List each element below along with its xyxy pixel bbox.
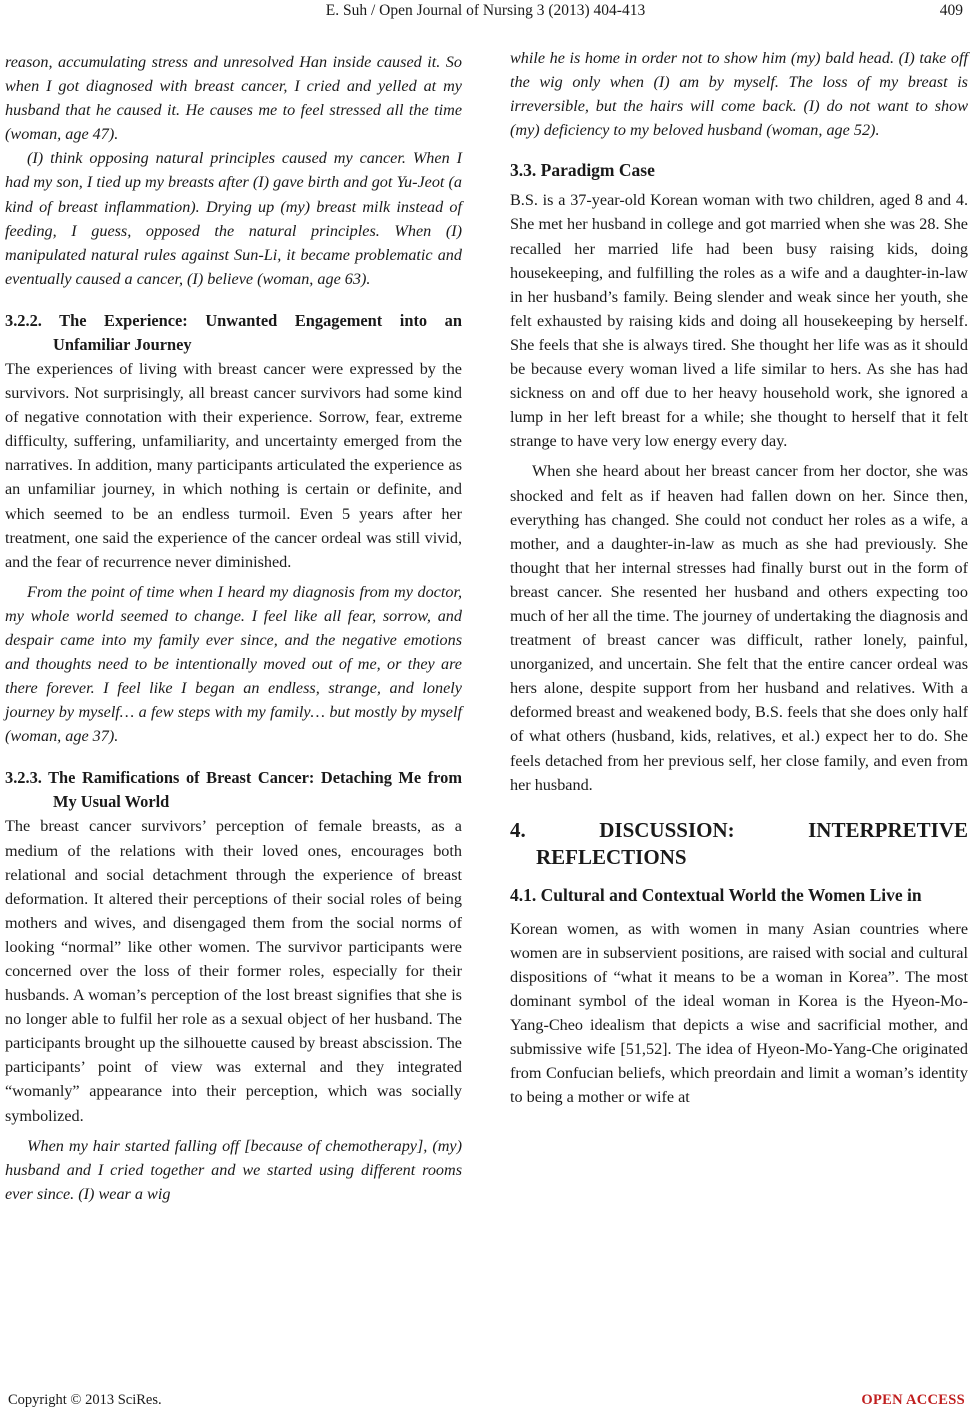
right-column bbox=[510, 46, 968, 1109]
running-head: E. Suh / Open Journal of Nursing 3 (2013) 404-413 bbox=[325, 2, 646, 19]
section-heading-3-2-2: 3.2.2. The Experience: Unwanted Engagement into an Unfamiliar Journey bbox=[5, 310, 462, 354]
section-heading-4-1: 4.1. Cultural and Contextual World the Women Live in bbox=[510, 884, 922, 905]
copyright-text: Copyright © 2013 SciRes. bbox=[8, 1392, 162, 1408]
body-paragraph: B.S. is a 37-year-old Korean woman with two children, aged 8 and 4. She met her husband in college and got married when she was 28. She recalled her married life had been busy raising kids, doing housekeeping, and fulfilling the roles as a wife and a daughter-in-law in her husband’s family. Being slender and weak since her youth, she felt exhausted by raising kids and doing all housekeeping by herself. She feels that she is always tired. She thought her life was as it should be because every woman lived a life similar to hers. As she has had sickness on and off due to her heavy household work, she ignored a lump in her left breast for a while; she thought to herself that it felt strange to have very low energy every day. bbox=[510, 191, 968, 451]
body-paragraph: The experiences of living with breast cancer were expressed by the survivors. Not surprisingly, all breast cancer survivors had some kind of negative connotation with their experience. Sorrow, fear, extreme difficulty, suffering, unfamiliarity, and uncertainty emerged from the narratives. In addition, many participants articulated the experience as an unfamiliar journey, in which nothing is certain or definite, and which seemed to be an endless turmoil. Even 5 years after her treatment, one said the experience of the cancer ordeal was still vivid, and the fear of recurrence never diminished. bbox=[5, 359, 462, 571]
page-header bbox=[0, 0, 971, 30]
section-heading-3-3: 3.3. Paradigm Case bbox=[510, 160, 655, 181]
page-number: 409 bbox=[939, 2, 963, 19]
page-footer bbox=[0, 1392, 971, 1414]
quote-paragraph: When my hair started falling off [because of chemotherapy], (my) husband and I cried together and we started using different rooms ever since. (I) wear a wig bbox=[5, 1136, 462, 1203]
left-column bbox=[5, 50, 462, 1206]
body-paragraph: Korean women, as with women in many Asian countries where women are in subservient positions, are raised with social and cultural dispositions of “what it means to be a woman in Korea”. The most dominant symbol of the ideal woman in Korea is the Hyeon-Mo-Yang-Cheo idealism that depicts a wise and sacrificial mother, and submissive wife [51,52]. The idea of Hyeon-Mo-Yang-Che originated from Confucian beliefs, which preordain and limit a woman’s identity to being a mother or wife at bbox=[510, 919, 968, 1107]
body-paragraph: When she heard about her breast cancer from her doctor, she was shocked and felt as if heaven had fallen down on her. Since then, everything has changed. She could not conduct her roles as a wife, a mother, and a daughter-in-law as much as she had previously. She thought that her internal stresses had finally burst out in the form of breast cancer. She resented her husband and others expecting too much of her all the time. The journey of undertaking the diagnosis and treatment of breast cancer was difficult, rather lonely, painful, unorganized, and uncertain. She felt that the entire cancer ordeal was hers alone, despite support from her husband and relatives. With a deformed breast and weakened body, B.S. feels that she does only half of what others (husband, kids, relatives, et al.) expect her to do. She feels detached from her previous self, her close family, and even from her husband. bbox=[510, 462, 968, 794]
quote-paragraph: From the point of time when I heard my diagnosis from my doctor, my whole world seemed to change. I feel like all fear, sorrow, and despair came into my family ever since, and the negative emotions and thoughts need to be intentionally moved out of me, or they are there forever. I feel like I began an endless, strange, and lonely journey by myself… a few steps with my family… but mostly by myself (woman, age 37). bbox=[5, 582, 462, 746]
body-paragraph: The breast cancer survivors’ perception of female breasts, as a medium of the relations with their loved ones, encourages both relational and social detachment through the experience of breast deformation. It altered their perceptions of their social roles of being mothers and wives, and disengaged them from the social norms of looking “normal” like other women. The survivor participants were concerned over the loss of their former roles, especially for their husbands. A woman’s perception of the lost breast signifies that she is no longer able to fulfil her role as a sexual object of her husband. The participants brought up the silhouette caused by breast abscission. The participants’ point of view was external and they integrated “womanly” appearance into their perception, which was socially symbolized. bbox=[5, 817, 462, 1125]
quote-paragraph: (I) think opposing natural principles caused my cancer. When I had my son, I tied up my breasts after (I) gave birth and got Yu-Jeot (a kind of breast inflammation). Drying up (my) breast milk instead of feeding, I guess, opposed the natural principles. When (I) manipulated natural rules against Sun-Li, it became problematic and eventually caused a cancer, (I) believe (woman, age 63). bbox=[5, 149, 462, 288]
quote-paragraph: while he is home in order not to show him (my) bald head. (I) take off the wig only when (I) am by myself. The loss of my breast is irreversible, but the hairs will come back. (I) do not want to show (my) deficiency to my beloved husband (woman, age 52). bbox=[510, 49, 968, 140]
section-heading-4: 4. DISCUSSION: INTERPRETIVE REFLECTIONS bbox=[510, 817, 968, 869]
quote-paragraph: reason, accumulating stress and unresolved Han inside caused it. So when I got diagnosed with breast cancer, I cried and yelled at my husband that he caused it. He causes me to feel stressed all the time (woman, age 47). bbox=[5, 53, 462, 144]
open-access-label: OPEN ACCESS bbox=[861, 1392, 965, 1408]
section-heading-3-2-3: 3.2.3. The Ramifications of Breast Cancer: Detaching Me from My Usual World bbox=[5, 768, 462, 812]
